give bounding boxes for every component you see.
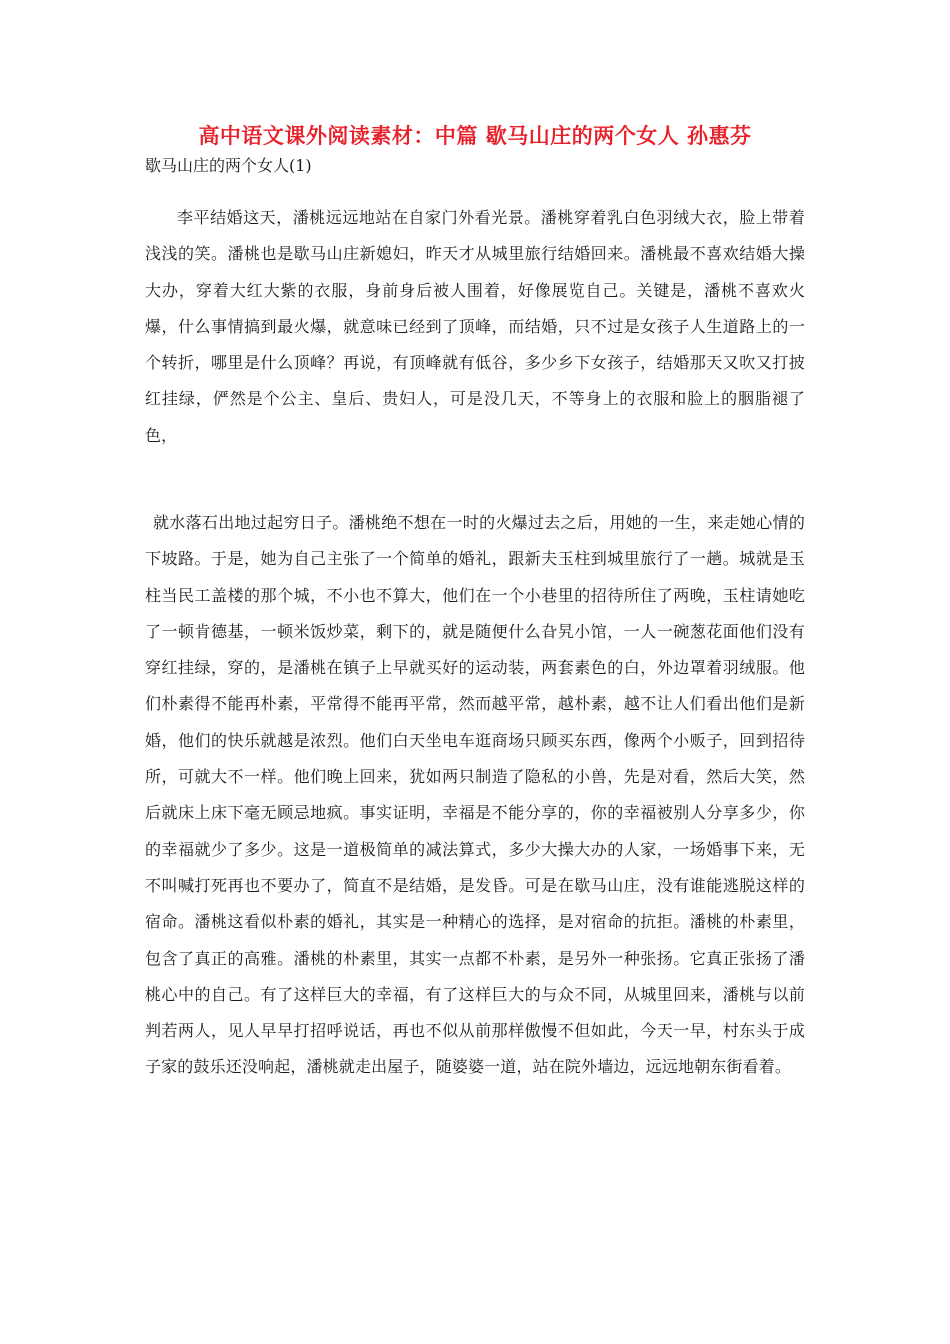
paragraph-1: 李平结婚这天，潘桃远远地站在自家门外看光景。潘桃穿着乳白色羽绒大衣，脸上带着浅浅的笑。潘桃也是歇马山庄新媳妇，昨天才从城里旅行结婚回来。潘桃最不喜欢结婚大操大办，穿着大红大紫的衣服，身前身后被人围着，好像展览自己。关键是，潘桃不喜欢火爆，什么事情搞到最火爆，就意味已经到了顶峰，而结婚，只不过是女孩子人生道路上的一个转折，哪里是什么顶峰？再说，有顶峰就有低谷，多少乡下女孩子，结婚那天又吹又打披红挂绿，俨然是个公主、皇后、贵妇人，可是没几天，不等身上的衣服和脸上的胭脂褪了色， [145, 208, 805, 445]
paragraph-2: 就水落石出地过起穷日子。潘桃绝不想在一时的火爆过去之后，用她的一生，来走她心情的下坡路。于是，她为自己主张了一个简单的婚礼，跟新夫玉柱到城里旅行了一趟。城就是玉柱当民工盖楼的那个城，不小也不算大，他们在一个小巷里的招待所住了两晚，玉柱请她吃了一顿肯德基，一顿米饭炒菜，剩下的，就是随便什么旮旯小馆，一人一碗葱花面他们没有穿红挂绿，穿的，是潘桃在镇子上早就买好的运动装，两套素色的白，外边罩着羽绒服。他们朴素得不能再朴素，平常得不能再平常，然而越平常，越朴素，越不让人们看出他们是新婚，他们的快乐就越是浓烈。他们白天坐电车逛商场只顾买东西，像两个小贩子，回到招待所，可就大不一样。他们晚上回来，犹如两只制造了隐私的小兽，先是对看，然后大笑，然后就床上床下毫无顾忌地疯。事实证明，幸福是不能分享的，你的幸福被别人分享多少，你的幸福就少了多少。这是一道极简单的减法算式，多少大操大办的人家，一场婚事下来，无不叫喊打死再也不要办了，简直不是结婚，是发昏。可是在歇马山庄，没有谁能逃脱这样的宿命。潘桃这看似朴素的婚礼，其实是一种精心的选择，是对宿命的抗拒。潘桃的朴素里，包含了真正的高雅。潘桃的朴素里，其实一点都不朴素，是另外一种张扬。它真正张扬了潘桃心中的自己。有了这样巨大的幸福，有了这样巨大的与众不同，从城里回来，潘桃与以前判若两人，见人早早打招呼说话，再也不似从前那样傲慢不但如此，今天一早，村东头于成子家的鼓乐还没响起，潘桃就走出屋子，随婆婆一道，站在院外墙边，远远地朝东街看着。 [145, 513, 805, 1077]
chapter-subtitle: 歇马山庄的两个女人(1) [145, 156, 312, 175]
document-title: 高中语文课外阅读素材：中篇 歇马山庄的两个女人 孙惠芬 [198, 123, 752, 148]
